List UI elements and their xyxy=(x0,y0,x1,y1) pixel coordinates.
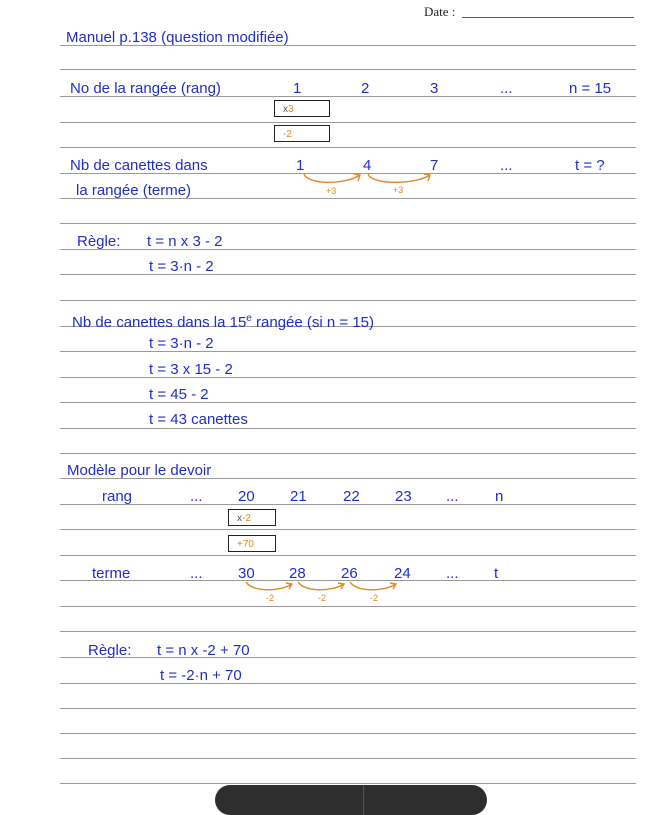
ruled-line xyxy=(60,631,636,632)
model-operation-box-multiply xyxy=(228,509,276,526)
ruled-line xyxy=(60,555,636,556)
model-term-value: 24 xyxy=(394,565,411,582)
model-rank-value: 20 xyxy=(238,488,255,505)
toolbar-divider xyxy=(363,785,364,815)
model-operation-box-add xyxy=(228,535,276,552)
operation-box-add xyxy=(274,125,330,142)
model-rank-value: 23 xyxy=(395,488,412,505)
ruled-line xyxy=(60,274,636,275)
term-value: 1 xyxy=(296,157,305,174)
ruled-line xyxy=(60,147,636,148)
rank-value: 3 xyxy=(430,80,439,97)
model-rank-value: 22 xyxy=(343,488,360,505)
model-rank-value: n xyxy=(495,488,504,505)
rule-line: t = 3·n - 2 xyxy=(149,258,214,275)
model-term-value: 28 xyxy=(289,565,306,582)
model-term-value: ... xyxy=(190,565,203,582)
model-heading: Modèle pour le devoir xyxy=(67,462,212,479)
rule-line: t = n x -2 + 70 xyxy=(157,642,250,659)
ruled-line xyxy=(60,657,636,658)
operation-value: 3 xyxy=(288,104,294,115)
rule-label: Règle: xyxy=(88,642,132,659)
model-rank-value: ... xyxy=(446,488,459,505)
rule-label: Règle: xyxy=(77,233,121,250)
step-arrow xyxy=(368,174,430,182)
page-title: Manuel p.138 (question modifiée) xyxy=(66,29,289,46)
calc-line: t = 45 - 2 xyxy=(149,386,209,403)
model-rank-value: 21 xyxy=(290,488,307,505)
term-row-label: Nb de canettes dans xyxy=(70,157,208,174)
date-line xyxy=(462,17,634,18)
date-label: Date : xyxy=(424,4,456,19)
ruled-line xyxy=(60,223,636,224)
rank-row-label: No de la rangée (rang) xyxy=(70,80,221,97)
model-rank-value: ... xyxy=(190,488,203,505)
step-label: -2 xyxy=(370,593,379,603)
step-arrow xyxy=(246,582,292,590)
term-value: t = ? xyxy=(575,157,605,174)
ruled-line xyxy=(60,300,636,301)
rank-value: n = 15 xyxy=(569,80,612,97)
operation-value: -2 xyxy=(242,513,251,524)
rank-value: 1 xyxy=(293,80,302,97)
calc-line: t = 3·n - 2 xyxy=(149,335,214,352)
calc-heading xyxy=(72,310,374,332)
ruled-line xyxy=(60,708,636,709)
calc-line: t = 3 x 15 - 2 xyxy=(149,361,233,378)
model-term-value: t xyxy=(494,565,499,582)
ruled-line xyxy=(60,758,636,759)
calc-heading-text: Nb de canettes dans la 15 xyxy=(72,314,247,331)
ruled-line xyxy=(60,783,636,784)
ruled-line xyxy=(60,683,636,684)
calc-line: t = 43 canettes xyxy=(149,411,248,428)
ruled-line xyxy=(60,453,636,454)
step-label: -2 xyxy=(318,593,327,603)
step-label: +3 xyxy=(326,186,337,196)
operation-value: -2 xyxy=(283,129,292,140)
rule-line: t = -2·n + 70 xyxy=(160,667,242,684)
ruled-line xyxy=(60,122,636,123)
model-rang-label: rang xyxy=(102,488,133,505)
ruled-line xyxy=(60,69,636,70)
operation-symbol: x xyxy=(237,513,242,524)
term-value: 4 xyxy=(363,157,372,174)
ruled-line xyxy=(60,402,636,403)
bottom-toolbar[interactable] xyxy=(215,785,487,815)
model-term-value: 30 xyxy=(238,565,255,582)
term-value: 7 xyxy=(430,157,439,174)
step-label: -2 xyxy=(266,593,275,603)
step-arrow xyxy=(350,582,396,590)
model-term-value: 26 xyxy=(341,565,358,582)
ruled-line xyxy=(60,529,636,530)
ruled-line xyxy=(60,377,636,378)
ruled-line xyxy=(60,606,636,607)
rule-line: t = n x 3 - 2 xyxy=(147,233,223,250)
operation-symbol: x xyxy=(283,104,288,115)
model-term-value: ... xyxy=(446,565,459,582)
term-row-label-2: la rangée (terme) xyxy=(76,182,192,199)
ruled-line xyxy=(60,351,636,352)
rank-value: 2 xyxy=(361,80,370,97)
ruled-line xyxy=(60,733,636,734)
model-terme-label: terme xyxy=(92,565,131,582)
operation-box-multiply xyxy=(274,100,330,117)
step-label: +3 xyxy=(393,185,404,195)
term-value: ... xyxy=(500,157,513,174)
rank-value: ... xyxy=(500,80,513,97)
step-arrows xyxy=(290,165,450,195)
ruled-line xyxy=(60,428,636,429)
calc-heading-text-end: rangée (si n = 15) xyxy=(251,314,375,331)
calc-heading-sup: e xyxy=(246,313,252,324)
step-arrow xyxy=(298,582,344,590)
operation-value: +70 xyxy=(237,539,254,550)
step-arrow xyxy=(304,174,360,182)
